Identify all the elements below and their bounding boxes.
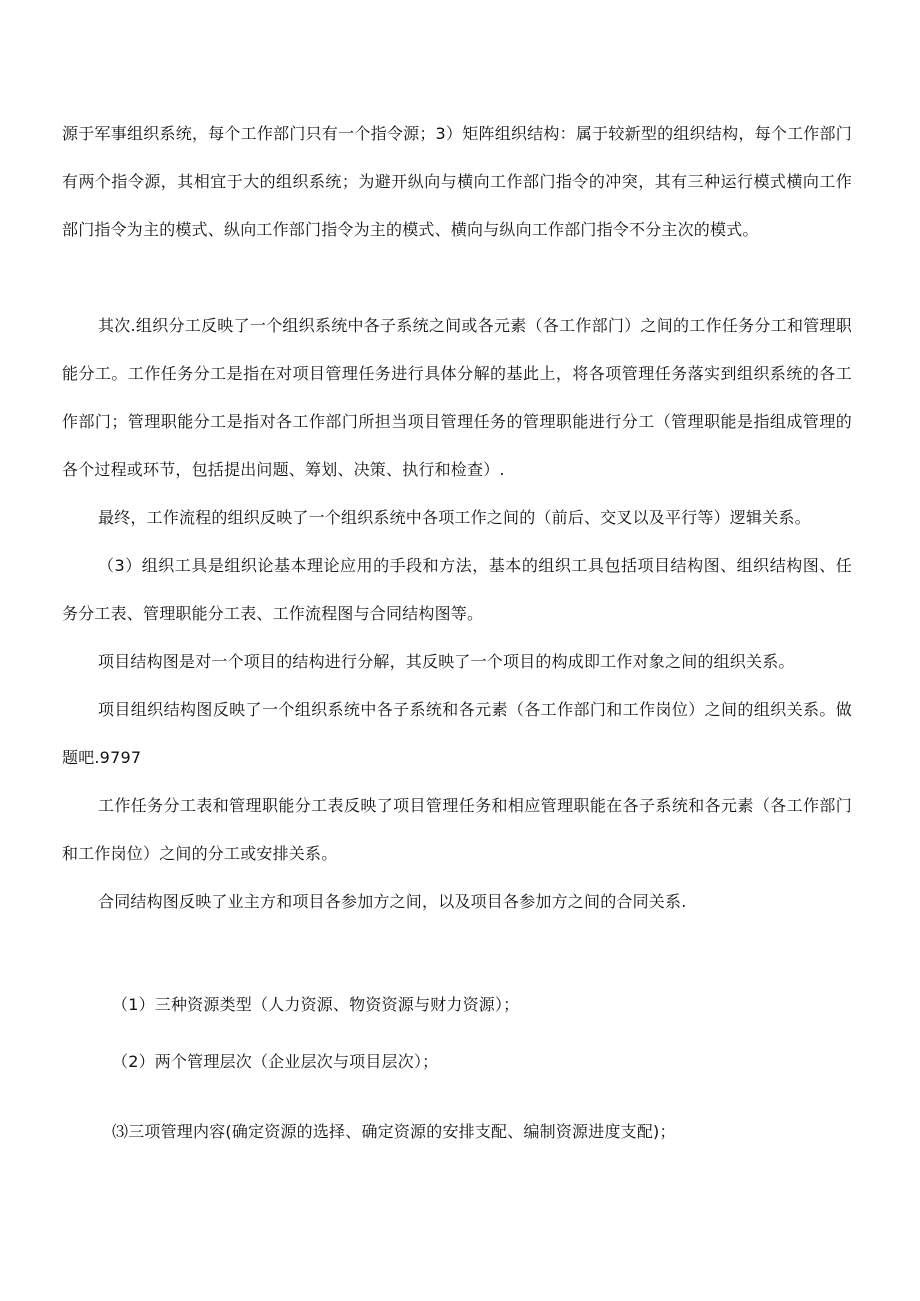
paragraph-matrix-structure: 源于军事组织系统，每个工作部门只有一个指令源；3）矩阵组织结构：属于较新型的组织结构，每个工作部门有两个指令源，其相宜于大的组织系统；为避开纵向与横向工作部门指令的冲突，其有三种运行模式横向工作部门指令为主的模式、纵向工作部门指令为主的模式、横向与纵向工作部门指令不分主次的模式。 (62, 124, 852, 239)
paragraph-division-of-labor: 其次.组织分工反映了一个组织系统中各子系统之间或各元素（各工作部门）之间的工作任务分工和管理职能分工。工作任务分工是指在对项目管理任务进行具体分解的基此上，将各项管理任务落实到组织系统的各工作部门；管理职能分工是指对各工作部门所担当项目管理任务的管理职能进行分工（管理职能是指组成管理的各个过程或环节，包括提出问题、筹划、决策、执行和检查）. (62, 316, 852, 479)
paragraph-task-allocation-table: 工作任务分工表和管理职能分工表反映了项目管理任务和相应管理职能在各子系统和各元素（各工作部门和工作岗位）之间的分工或安排关系。 (62, 796, 852, 863)
list-item-management-contents: ⑶三项管理内容(确定资源的选择、确定资源的安排支配、编制资源进度支配)； (112, 1122, 676, 1141)
list-item-resource-types: （1）三种资源类型（人力资源、物资资源与财力资源）； (112, 995, 520, 1014)
paragraph-project-structure-chart: 项目结构图是对一个项目的结构进行分解，其反映了一个项目的构成即工作对象之间的组织关系。 (98, 652, 795, 671)
paragraph-org-structure-chart: 项目组织结构图反映了一个组织系统中各子系统和各元素（各工作部门和工作岗位）之间的组织关系。做题吧.9797 (62, 700, 852, 767)
paragraph-org-tools: （3）组织工具是组织论基本理论应用的手段和方法，基本的组织工具包括项目结构图、组织结构图、任务分工表、管理职能分工表、工作流程图与合同结构图等。 (62, 556, 852, 623)
paragraph-workflow: 最终，工作流程的组织反映了一个组织系统中各项工作之间的（前后、交叉以及平行等）逻辑关系。 (98, 508, 811, 527)
paragraph-contract-structure-chart: 合同结构图反映了业主方和项目各参加方之间，以及项目各参加方之间的合同关系. (98, 892, 687, 911)
list-item-management-levels: （2）两个管理层次（企业层次与项目层次）； (112, 1052, 439, 1071)
